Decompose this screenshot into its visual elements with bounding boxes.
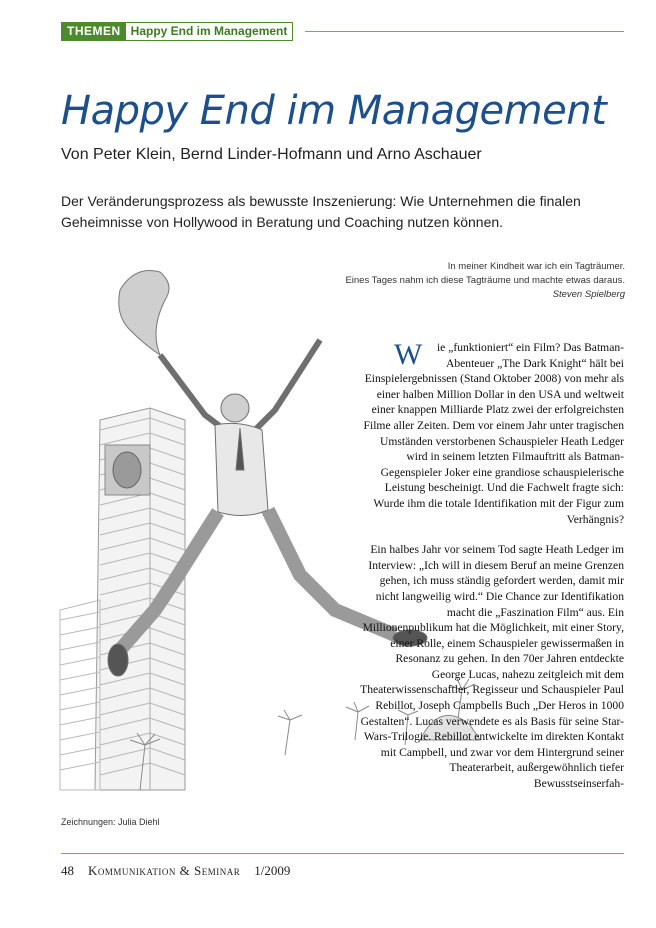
page-footer [61,863,290,879]
drop-cap: W [394,338,423,371]
section-category: THEMEN [62,23,126,40]
footer-rule [61,853,624,854]
quote-line-1: In meiner Kindheit war ich ein Tagträumer. [447,261,625,272]
article-lead: Der Veränderungsprozess als bewusste Inszenierung: Wie Unternehmen die finalen Geheimnisse von Hollywood in Beratung und Coaching nutzen können. [61,193,581,230]
paragraph-2: Ein halbes Jahr vor seinem Tod sagte Heath Ledger im Interview: „Ich will in diesem Beruf an meine Grenzen gehen, ich muss ständig gefordert werden, damit mir nicht langweilig wird.“ Die Chance zur Identifikation macht die „Faszination Film“ aus. Ein Millionenpublikum hat die Möglichkeit, mit einer Story, einer Rolle, einem Schauspieler gewissermaßen in Resonanz zu gehen. In den 70er Jahren entdeckte George Lucas, nahezu zeitgleich mit dem Theaterwissenschaftler, Regisseur und Schauspieler Paul Rebillot, Joseph Campbells Buch „Der Heros in 1000 Gestalten“. Lucas verwendete es als Basis für seine Star-Wars-Trilogie. Rebillot entwickelte im direkten Kontakt mit Campbell, und zwar vor dem Hintergrund seiner Theaterarbeit, außergewöhnlich tiefer Bewusstseinserfah- [360,543,624,791]
magazine-name: Kommunikation & Seminar [88,863,241,878]
illustration-credit: Zeichnungen: Julia Diehl [61,817,160,827]
thrown-jacket-drawing [119,270,169,355]
quote-line-2: Eines Tages nahm ich diese Tagträume und machte etwas daraus. [345,275,625,286]
paragraph-1 [360,340,624,527]
quote-author: Steven Spielberg [552,289,625,300]
article-authors: Von Peter Klein, Bernd Linder-Hofmann und Arno Aschauer [61,146,482,163]
page-number: 48 [61,863,74,878]
issue-number: 1/2009 [254,863,291,878]
article-title: Happy End im Management [61,88,607,134]
paragraph-1-text: ie „funktioniert“ ein Film? Das Batman-Abenteuer „The Dark Knight“ hält bei Einspielergebnissen (Stand Oktober 2008) von mehr als einer halben Million Dollar in den USA und weltweit einer knappen Milliarde Platz zwei der erfolgreichsten Filme aller Zeiten. Dem vor einem Jahr unter tragischen Umständen verstorbenen Schauspieler Heath Ledger wird in seinem letzten Filmauftritt als Batman-Gegenspieler Joker eine grandiose schauspielerische Leistung bescheinigt. Und die Fachwelt fragte sich: Wurde ihm die totale Identifikation mit der Figur zum Verhängnis? [363,341,624,526]
section-topic: Happy End im Management [126,23,293,40]
article-body [360,340,624,792]
